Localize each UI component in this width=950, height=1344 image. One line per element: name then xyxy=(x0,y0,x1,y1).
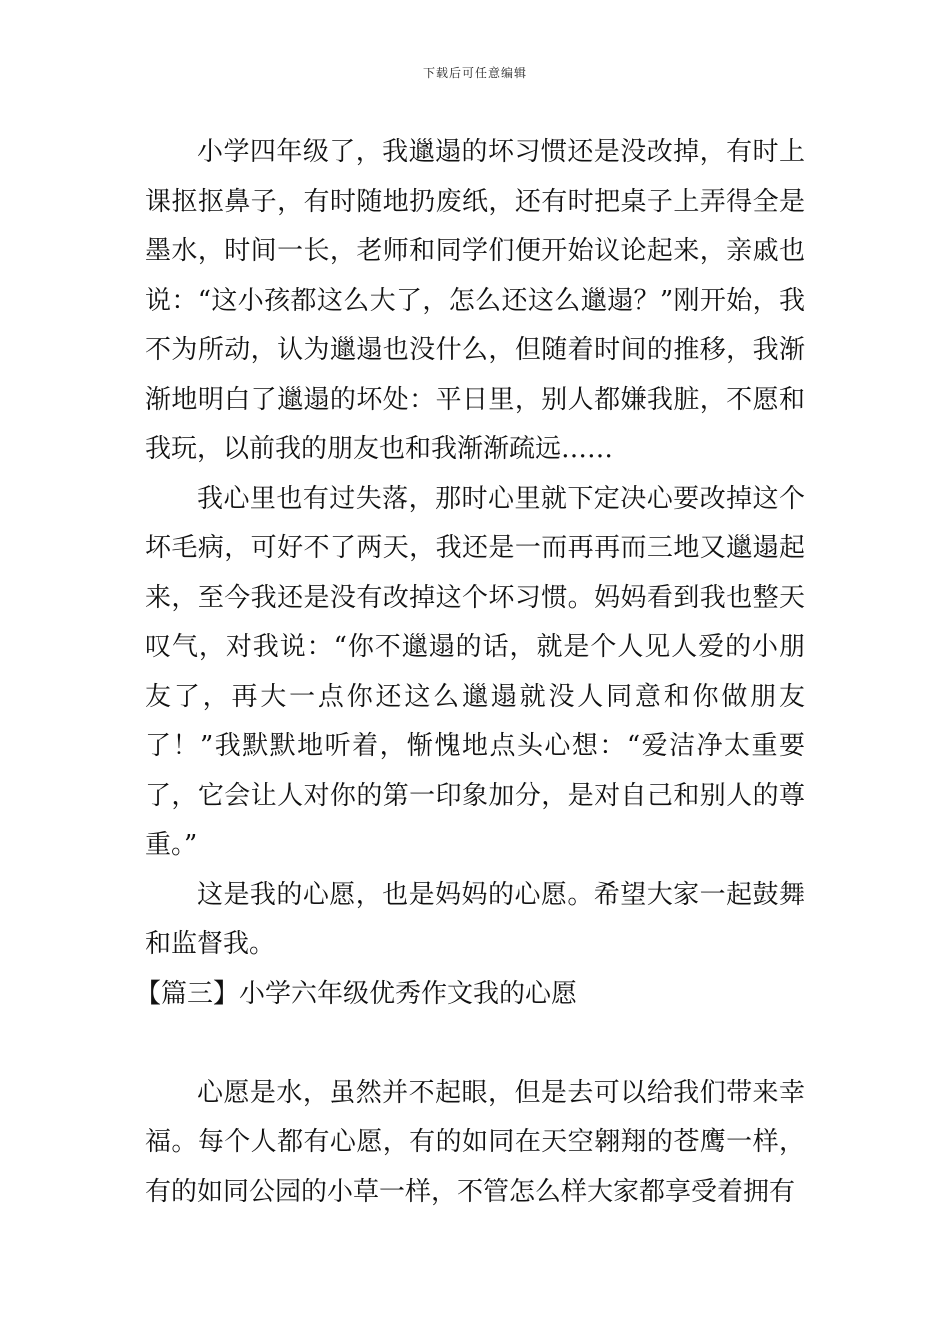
section-spacer xyxy=(145,1019,805,1069)
paragraph-2: 我心里也有过失落，那时心里就下定决心要改掉这个坏毛病，可好不了两天，我还是一而再再而三地又邋遢起来，至今我还是没有改掉这个坏习惯。妈妈看到我也整天叹气，对我说：“你不邋遢的话，就是个人见人爱的小朋友了，再大一点你还这么邋遢就没人同意和你做朋友了！”我默默地听着，惭愧地点头心想：“爱洁净太重要了，它会让人对你的第一印象加分，是对自己和别人的尊重。” xyxy=(145,483,805,860)
paragraph-3: 这是我的心愿，也是妈妈的心愿。希望大家一起鼓舞和监督我。 xyxy=(145,879,805,959)
page-header-note: 下载后可任意编辑 xyxy=(422,66,527,80)
section-heading: 【篇三】小学六年级优秀作文我的心愿 xyxy=(135,978,578,1009)
section-paragraph-1: 心愿是水，虽然并不起眼，但是去可以给我们带来幸福。每个人都有心愿，有的如同在天空翱翔的苍鹰一样，有的如同公园的小草一样，不管怎么样大家都享受着拥有 xyxy=(145,1077,805,1207)
document-body xyxy=(135,128,805,1217)
paragraph-1: 小学四年级了，我邋遢的坏习惯还是没改掉，有时上课抠抠鼻子，有时随地扔废纸，还有时把桌子上弄得全是墨水，时间一长，老师和同学们便开始议论起来，亲戚也说：“这小孩都这么大了，怎么还这么邋遢？”刚开始，我不为所动，认为邋遢也没什么，但随着时间的推移，我渐渐地明白了邋遢的坏处：平日里，别人都嫌我脏，不愿和我玩，以前我的朋友也和我渐渐疏远…… xyxy=(145,137,805,464)
